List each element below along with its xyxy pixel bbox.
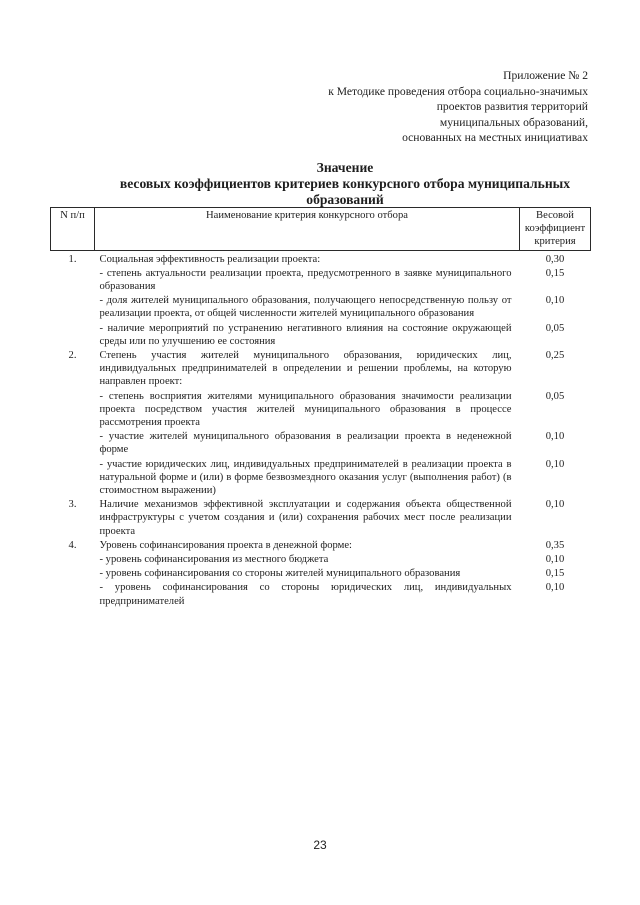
table-row bbox=[51, 553, 591, 567]
criterion-name: Степень участия жителей муниципального образования, юридических лиц, индивидуальных предпринимателей в определении и решении проблемы, на которую направлен проект: bbox=[99, 350, 512, 388]
subcriterion-name: - участие жителей муниципального образования в реализации проекта в неденежной форме bbox=[99, 431, 512, 456]
subcriterion-coefficient: 0,10 bbox=[545, 295, 565, 307]
subcriterion-coefficient: 0,10 bbox=[545, 458, 565, 470]
table-row bbox=[51, 567, 591, 581]
criterion-name: Социальная эффективность реализации проекта: bbox=[99, 253, 321, 265]
subcriterion-coefficient: 0,15 bbox=[545, 568, 565, 580]
subcriterion-name: - степень восприятия жителями муниципального образования значимости реализации проекта посредством участия жителей муниципального образования в процессе рассмотрения проекта bbox=[99, 390, 512, 429]
appendix-line: проектов развития территорий bbox=[436, 100, 588, 113]
table-row bbox=[51, 430, 591, 457]
appendix-line: муниципальных образований, bbox=[439, 115, 588, 129]
title-line: образований bbox=[306, 192, 384, 207]
criterion-coefficient: 0,25 bbox=[545, 350, 565, 362]
subcriterion-name: - уровень софинансирования со стороны жителей муниципального образования bbox=[99, 568, 461, 580]
table-row bbox=[51, 458, 591, 499]
subcriterion-coefficient: 0,15 bbox=[545, 267, 565, 279]
subcriterion-name: - наличие мероприятий по устранению негативного влияния на состояние окружающей среды или по улучшению ее состояния bbox=[99, 322, 512, 347]
title-line: весовых коэффициентов критериев конкурсного отбора муниципальных bbox=[119, 176, 571, 191]
criterion-number: 2. bbox=[68, 350, 77, 362]
subcriterion-coefficient: 0,10 bbox=[545, 582, 565, 594]
table-row bbox=[51, 498, 591, 539]
table-row bbox=[51, 539, 591, 553]
table-row bbox=[51, 390, 591, 431]
appendix-line: Приложение № 2 bbox=[503, 69, 588, 82]
criteria-table bbox=[50, 207, 591, 609]
criterion-coefficient: 0,30 bbox=[545, 253, 565, 265]
document-title bbox=[80, 160, 610, 208]
subcriterion-name: - доля жителей муниципального образования, получающего непосредственную пользу от реализации проекта, от общей численности жителей муниципального образования bbox=[99, 295, 512, 320]
subcriterion-coefficient: 0,05 bbox=[545, 390, 565, 402]
subcriterion-name: - степень актуальности реализации проекта, предусмотренного в заявке муниципального образования bbox=[99, 267, 512, 293]
criterion-coefficient: 0,35 bbox=[545, 539, 565, 551]
appendix-line: к Методике проведения отбора социально-значимых bbox=[328, 84, 588, 98]
title-line: Значение bbox=[316, 160, 374, 175]
criterion-name: Наличие механизмов эффективной эксплуатации и содержания объекта общественной инфраструктуры с учетом создания и (или) сохранения рабочих мест после реализации проекта bbox=[99, 499, 512, 537]
criterion-coefficient: 0,10 bbox=[545, 499, 565, 511]
table-header-row bbox=[51, 208, 591, 251]
header-criterion-name: Наименование критерия конкурсного отбора bbox=[95, 208, 520, 251]
table-row bbox=[51, 322, 591, 349]
subcriterion-name: - уровень софинансирования из местного бюджета bbox=[99, 554, 329, 566]
criterion-number: 4. bbox=[68, 539, 77, 551]
header-weight-coefficient: Весовой коэффициент критерия bbox=[520, 208, 591, 251]
subcriterion-coefficient: 0,10 bbox=[545, 554, 565, 566]
criterion-name: Уровень софинансирования проекта в денежной форме: bbox=[99, 539, 352, 551]
table-row bbox=[51, 250, 591, 267]
header-number: N п/п bbox=[51, 208, 95, 251]
table-row bbox=[51, 267, 591, 294]
subcriterion-name: - участие юридических лиц, индивидуальных предпринимателей в реализации проекта в натуральной форме и (или) в форме безвозмездного оказания услуг (выполнения работ) (в стоимостном выражении) bbox=[99, 458, 512, 497]
subcriterion-coefficient: 0,10 bbox=[545, 431, 565, 443]
table-row bbox=[51, 581, 591, 608]
page-number: 23 bbox=[313, 838, 327, 852]
subcriterion-name: - уровень софинансирования со стороны юридических лиц, индивидуальных предпринимателей bbox=[99, 582, 512, 607]
table-row bbox=[51, 349, 591, 390]
criterion-number: 3. bbox=[68, 499, 77, 511]
table-row bbox=[51, 294, 591, 321]
subcriterion-coefficient: 0,05 bbox=[545, 322, 565, 334]
criterion-number: 1. bbox=[68, 253, 77, 265]
appendix-note bbox=[328, 68, 588, 146]
appendix-line: основанных на местных инициативах bbox=[402, 131, 588, 144]
